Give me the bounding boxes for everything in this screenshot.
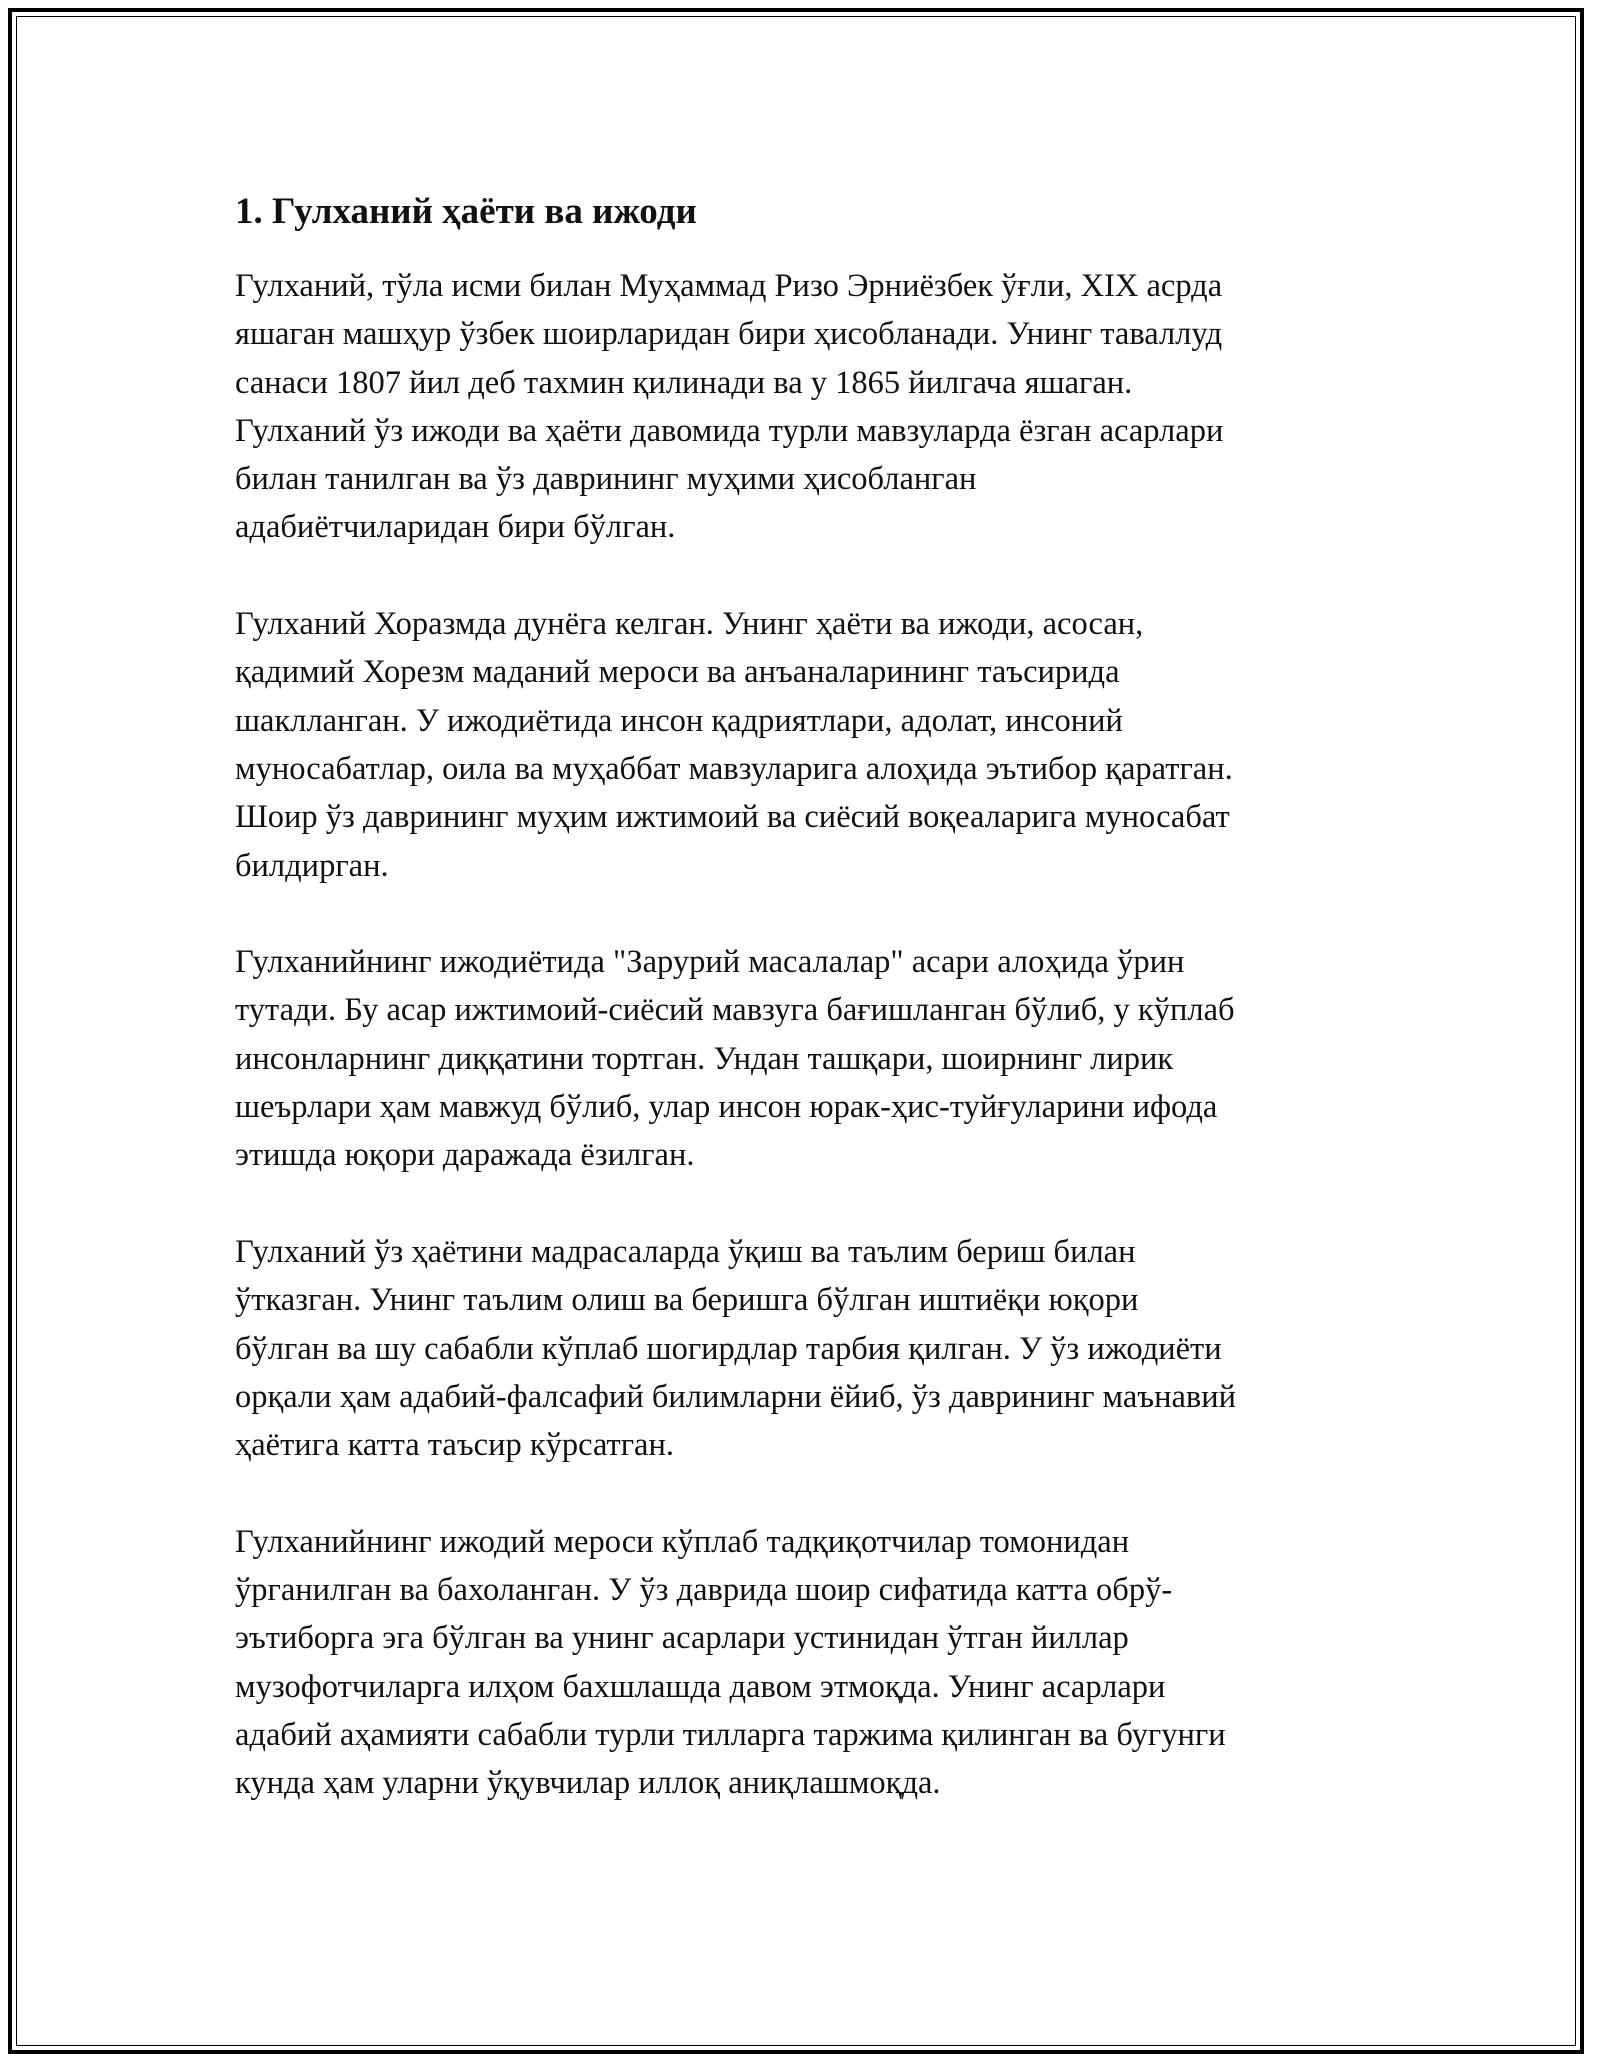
section-heading: 1. Гулханий ҳаёти ва ижоди	[235, 191, 697, 232]
document-body	[235, 188, 1385, 1856]
text-line: санаси 1807 йил деб тахмин қилинади ва у 1865 йилгача яшаган.	[235, 364, 1133, 401]
paragraph-1	[235, 262, 1385, 552]
text-line: Шоир ўз даврининг муҳим ижтимоий ва сиёсий воқеаларига муносабат	[235, 799, 1230, 836]
text-line: муносабатлар, оила ва муҳаббат мавзуларига алоҳида эътибор қаратган.	[235, 750, 1233, 787]
text-line: қадимий Хорезм маданий мероси ва анъаналарининг таъсирида	[235, 654, 1120, 691]
text-line: Гулханий Хоразмда дунёга келган. Унинг ҳаёти ва ижоди, асосан,	[235, 606, 1144, 643]
paragraph-2	[235, 600, 1385, 890]
text-line: яшаган машҳур ўзбек шоирларидан бири ҳисобланади. Унинг таваллуд	[235, 316, 1223, 353]
text-line: музофотчиларга илҳом бахшлашда давом этмоқда. Унинг асарлари	[235, 1668, 1166, 1705]
text-line: адабий аҳамияти сабабли турли тилларга таржима қилинган ва бугунги	[235, 1716, 1226, 1753]
text-line: тутади. Бу асар ижтимоий-сиёсий мавзуга бағишланган бўлиб, у кўплаб	[235, 992, 1235, 1029]
text-line: ўрганилган ва бахоланган. У ўз даврида шоир сифатида катта обрў-	[235, 1572, 1173, 1609]
text-line: адабиётчиларидан бири бўлган.	[235, 509, 676, 546]
text-line: орқали ҳам адабий-фалсафий билимларни ёйиб, ўз даврининг маънавий	[235, 1378, 1237, 1415]
paragraph-3	[235, 938, 1385, 1179]
text-line: эътиборга эга бўлган ва унинг асарлари устинидан ўтган йиллар	[235, 1620, 1129, 1657]
text-line: шаклланган. У ижодиётида инсон қадриятлари, адолат, инсоний	[235, 702, 1123, 739]
paragraph-4	[235, 1228, 1385, 1469]
text-line: этишда юқори даражада ёзилган.	[235, 1137, 695, 1174]
text-line: Гулханийнинг ижодий мероси кўплаб тадқиқотчилар томонидан	[235, 1523, 1130, 1560]
text-line: бўлган ва шу сабабли кўплаб шогирдлар тарбия қилган. У ўз ижодиёти	[235, 1330, 1222, 1367]
paragraph-5	[235, 1518, 1385, 1808]
text-line: ҳаётига катта таъсир кўрсатган.	[235, 1427, 675, 1464]
text-line: Гулханийнинг ижодиётида "Зарурий масалалар" асари алоҳида ўрин	[235, 944, 1185, 981]
text-line: Гулханий ўз ҳаётини мадрасаларда ўқиш ва таълим бериш билан	[235, 1233, 1136, 1270]
text-line: билдирган.	[235, 847, 389, 884]
text-line: Гулханий, тўла исми билан Муҳаммад Ризо Эрниёзбек ўғли, XIX асрда	[235, 268, 1223, 304]
text-line: шеърлари ҳам мавжуд бўлиб, улар инсон юрак-ҳис-туйғуларини ифода	[235, 1089, 1218, 1126]
text-line: Гулханий ўз ижоди ва ҳаёти давомида турли мавзуларда ёзган асарлари	[235, 412, 1224, 449]
text-line: кунда ҳам уларни ўқувчилар иллоқ аниқлашмоқда.	[235, 1765, 941, 1802]
text-line: ўтказган. Унинг таълим олиш ва беришга бўлган иштиёқи юқори	[235, 1282, 1139, 1319]
text-line: инсонларнинг диққатини тортган. Ундан ташқари, шоирнинг лирик	[235, 1040, 1174, 1077]
text-line: билан танилган ва ўз даврининг муҳими ҳисобланган	[235, 461, 977, 498]
